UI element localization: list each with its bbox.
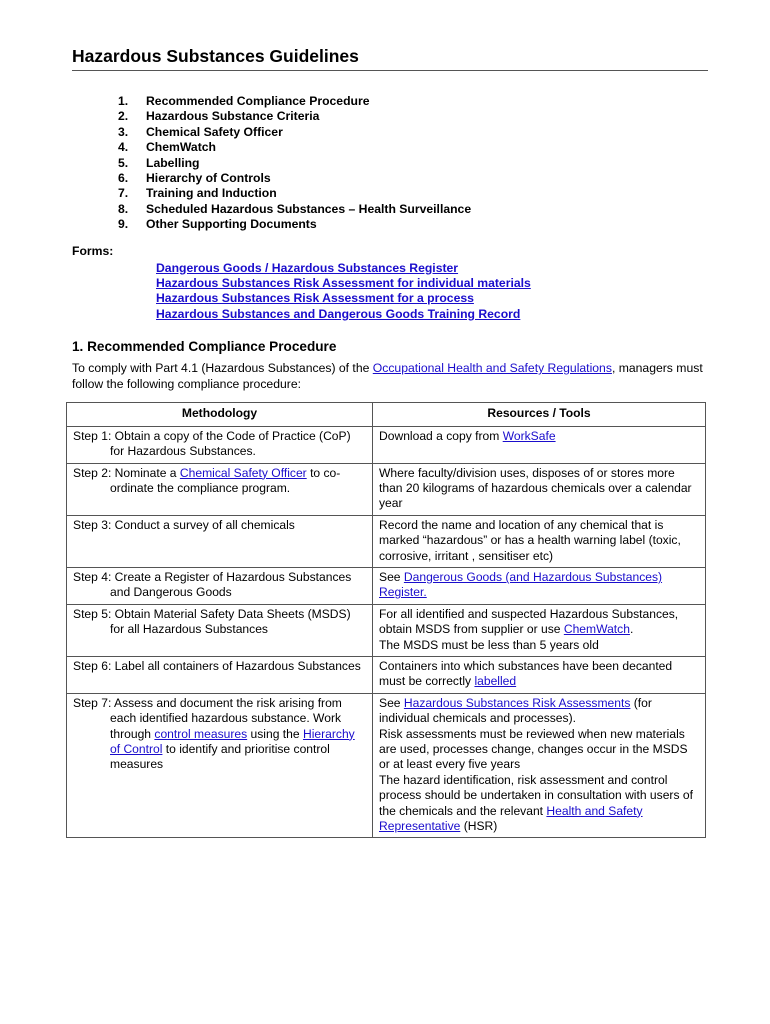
resource-cell xyxy=(373,426,706,463)
table-row xyxy=(67,515,706,567)
resource-text: Risk assessments must be reviewed when new materials are used, processes change, changes occur in the MSDS or at least every five years xyxy=(379,726,688,772)
toc-item[interactable] xyxy=(72,109,708,124)
step-text: Step 4: Create a Register of Hazardous Substances and Dangerous Goods xyxy=(73,569,352,600)
method-cell xyxy=(67,693,373,838)
toc-text: Recommended Compliance Procedure xyxy=(146,94,370,108)
toc-item[interactable] xyxy=(72,186,708,201)
control-measures-link[interactable]: control measures xyxy=(154,726,248,741)
method-cell xyxy=(67,515,373,567)
resource-text: The hazard identification, risk assessment and control process should be undertaken in consultation with users of the chemicals and the relevant xyxy=(379,772,693,818)
forms-list xyxy=(156,261,708,323)
toc-number: 1. xyxy=(118,94,129,108)
toc-item[interactable] xyxy=(72,217,708,232)
toc-number: 9. xyxy=(118,217,129,232)
toc-text: ChemWatch xyxy=(146,140,216,155)
method-cell xyxy=(67,426,373,463)
toc-number: 7. xyxy=(118,186,129,201)
step-text-part: Step 2: Nominate a xyxy=(73,465,180,480)
step-text-part: to co-ordinate the compliance program. xyxy=(110,465,341,495)
toc-number: 4. xyxy=(118,140,129,155)
compliance-table xyxy=(66,402,706,838)
toc-item[interactable] xyxy=(72,140,708,155)
table-row xyxy=(67,567,706,604)
labelled-link[interactable]: labelled xyxy=(474,674,517,689)
intro-text: , managers must follow the following compliance procedure: xyxy=(72,361,703,391)
toc-item[interactable] xyxy=(72,94,708,109)
table-row xyxy=(67,426,706,463)
resource-cell: Where faculty/division uses, disposes of or stores more than 20 kilograms of hazardous chemicals over a calendar year xyxy=(373,463,706,515)
step-text-part: to identify and prioritise control measures xyxy=(110,742,330,772)
hsr-link[interactable]: Health and Safety Representative xyxy=(379,803,643,834)
toc-text: Other Supporting Documents xyxy=(146,217,317,232)
table-row xyxy=(67,657,706,694)
chemical-safety-officer-link[interactable]: Chemical Safety Officer xyxy=(179,465,307,480)
resource-text: See xyxy=(379,569,404,584)
table-of-contents xyxy=(72,94,708,233)
section-heading: 1. Recommended Compliance Procedure xyxy=(72,339,337,355)
toc-item[interactable] xyxy=(72,171,708,186)
resource-cell xyxy=(373,693,706,838)
method-cell xyxy=(67,567,373,604)
method-cell xyxy=(67,657,373,694)
toc-number: 6. xyxy=(118,170,129,185)
form-link-risk-process[interactable]: Hazardous Substances Risk Assessment for a process xyxy=(156,291,474,306)
resource-text: . xyxy=(629,622,634,637)
step-text-part: Step 7: Assess and document the risk arising from each identified hazardous substance. Work through xyxy=(73,695,342,741)
form-link-risk-individual[interactable]: Hazardous Substances Risk Assessment for individual materials xyxy=(156,275,531,290)
table-header-row xyxy=(67,403,706,426)
toc-item[interactable] xyxy=(72,125,708,140)
intro-text: To comply with Part 4.1 (Hazardous Substances) of the xyxy=(72,361,373,376)
step-text xyxy=(73,696,366,773)
step-text xyxy=(73,466,366,497)
hierarchy-of-control-link[interactable]: Hierarchy of Control xyxy=(110,726,355,757)
toc-text: Hazardous Substance Criteria xyxy=(146,109,320,124)
ohs-regulations-link[interactable]: Occupational Health and Safety Regulations xyxy=(372,361,612,376)
forms-label: Forms: xyxy=(72,243,114,258)
dg-register-link[interactable]: Dangerous Goods (and Hazardous Substances) Register. xyxy=(379,569,663,600)
column-header-resources: Resources / Tools xyxy=(373,403,706,426)
resource-cell: Record the name and location of any chemical that is marked “hazardous” or has a health warning label (toxic, corrosive, irritant , sensitiser etc) xyxy=(373,515,706,567)
resource-text: (HSR) xyxy=(460,819,498,834)
step-text: Step 1: Obtain a copy of the Code of Practice (CoP) for Hazardous Substances. xyxy=(73,428,351,459)
chemwatch-link[interactable]: ChemWatch xyxy=(563,622,630,637)
page-title: Hazardous Substances Guidelines xyxy=(72,46,708,71)
table-row xyxy=(67,693,706,838)
form-link-training-record[interactable]: Hazardous Substances and Dangerous Goods Training Record xyxy=(156,306,521,321)
step-text-part: using the xyxy=(247,726,303,741)
toc-text: Chemical Safety Officer xyxy=(146,124,283,139)
toc-number: 2. xyxy=(118,109,129,124)
resource-text: The MSDS must be less than 5 years old xyxy=(379,637,599,652)
resource-cell xyxy=(373,567,706,604)
toc-text: Training and Induction xyxy=(146,186,277,201)
toc-item[interactable] xyxy=(72,202,708,217)
method-cell xyxy=(67,604,373,656)
worksafe-link[interactable]: WorkSafe xyxy=(502,428,556,443)
toc-text: Hierarchy of Controls xyxy=(146,170,271,185)
resource-cell xyxy=(373,604,706,656)
resource-text: Download a copy from xyxy=(379,428,503,443)
column-header-methodology: Methodology xyxy=(67,403,373,426)
resource-text: (for individual chemicals and processes). xyxy=(379,695,652,726)
step-text: Step 6: Label all containers of Hazardous Substances xyxy=(73,659,361,674)
risk-assessments-link[interactable]: Hazardous Substances Risk Assessments xyxy=(403,695,631,710)
section-intro xyxy=(72,361,708,392)
resource-text: Containers into which substances have been decanted must be correctly xyxy=(379,659,673,689)
toc-text: Scheduled Hazardous Substances – Health Surveillance xyxy=(146,201,472,216)
toc-item[interactable] xyxy=(72,156,708,171)
resource-text: For all identified and suspected Hazardous Substances, obtain MSDS from supplier or use xyxy=(379,606,679,637)
toc-number: 5. xyxy=(118,155,129,170)
step-text: Step 5: Obtain Material Safety Data Sheets (MSDS) for all Hazardous Substances xyxy=(73,606,351,637)
table-row xyxy=(67,463,706,515)
table-row xyxy=(67,604,706,656)
form-link-dg-register[interactable]: Dangerous Goods / Hazardous Substances Register xyxy=(156,260,459,275)
step-text: Step 3: Conduct a survey of all chemicals xyxy=(73,517,295,532)
document-page xyxy=(72,46,708,838)
toc-text: Labelling xyxy=(146,155,200,170)
toc-number: 3. xyxy=(118,124,129,139)
resource-text: See xyxy=(379,695,404,710)
toc-number: 8. xyxy=(118,201,129,216)
method-cell xyxy=(67,463,373,515)
resource-cell xyxy=(373,657,706,694)
